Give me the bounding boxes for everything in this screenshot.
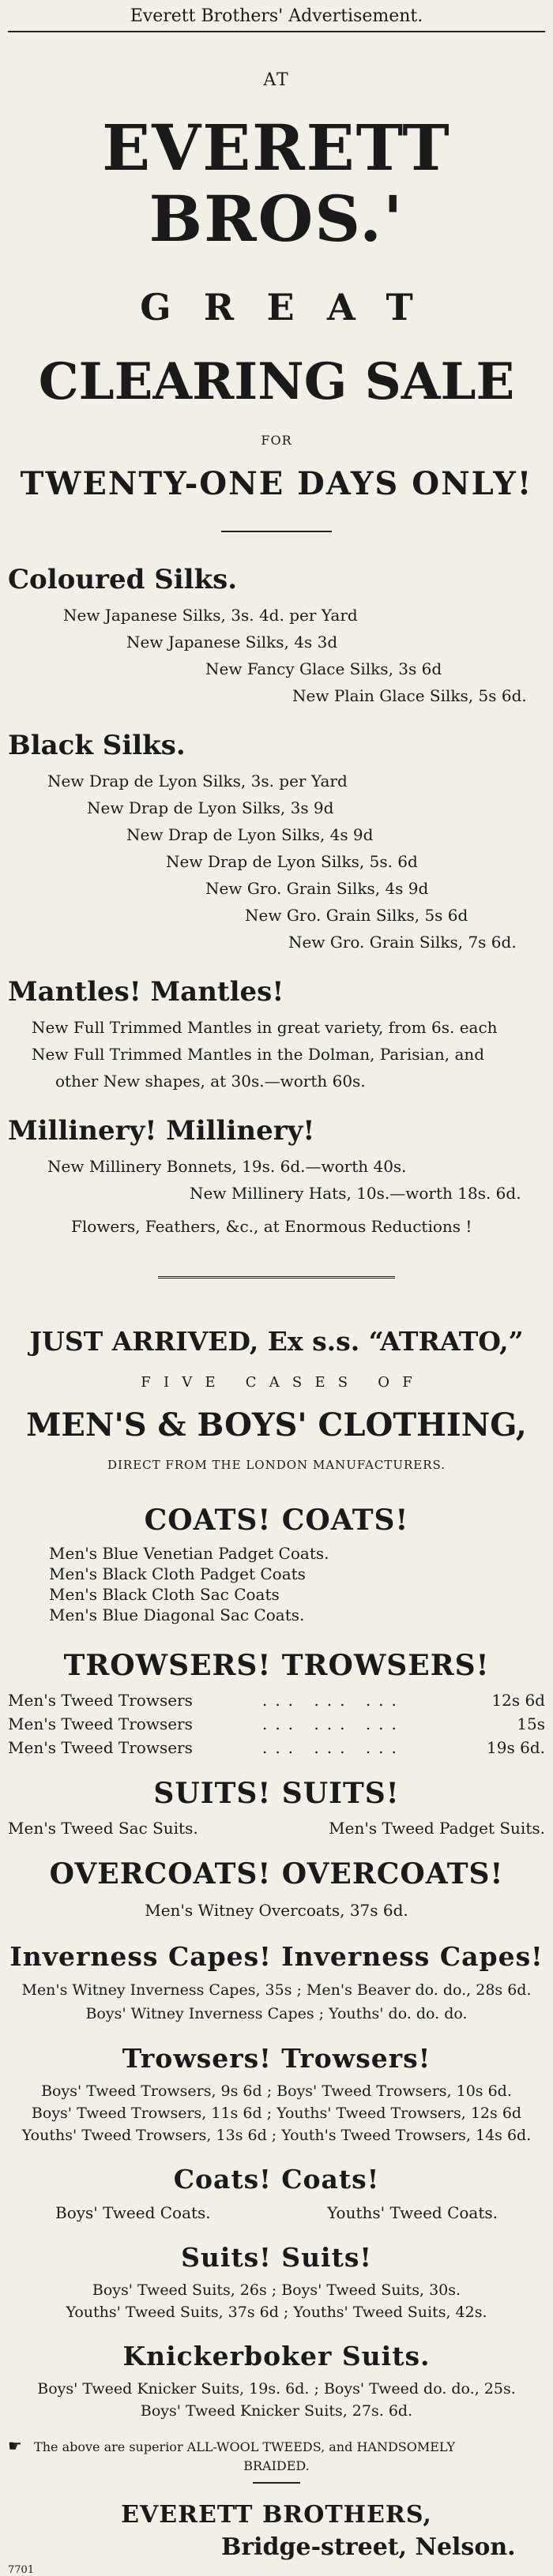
list-item: New Drap de Lyon Silks, 5s. 6d (166, 852, 418, 871)
row-name: Men's Tweed Trowsers (8, 1691, 193, 1710)
list-item: Boys' Tweed Knicker Suits, 19s. 6d. ; Boys' Tweed do. do., 25s. (37, 2380, 516, 2398)
overcoats-title: OVERCOATS! OVERCOATS! (49, 1857, 504, 1891)
row-price: 19s 6d. (487, 1738, 545, 1757)
boys-suits-title: Suits! Suits! (181, 2242, 372, 2273)
row-name: Men's Tweed Trowsers (8, 1714, 193, 1733)
boys-coats-left: Boys' Tweed Coats. (55, 2203, 211, 2222)
suits-left: Men's Tweed Sac Suits. (8, 1819, 198, 1838)
row-price: 12s 6d (491, 1691, 545, 1710)
reference-number: 7701 (8, 2564, 35, 2576)
clothing-title: MEN'S & BOYS' CLOTHING, (26, 1406, 527, 1444)
list-item: New Full Trimmed Mantles in great variety, from 6s. each (32, 1018, 498, 1037)
overcoats-line: Men's Witney Overcoats, 37s 6d. (145, 1901, 408, 1920)
mantles-title: Mantles! Mantles! (8, 976, 284, 1008)
inverness-title: Inverness Capes! Inverness Capes! (9, 1941, 544, 1972)
note-line2: BRAIDED. (243, 2458, 310, 2473)
trowsers-table (8, 1688, 545, 1759)
signature-name: EVERETT BROTHERS, (121, 2501, 432, 2529)
list-item: Men's Black Cloth Padget Coats (49, 1564, 306, 1583)
list-item: New Japanese Silks, 4s 3d (126, 633, 338, 652)
page-header: Everett Brothers' Advertisement. (8, 0, 545, 32)
list-item: New Full Trimmed Mantles in the Dolman, Parisian, and (32, 1045, 485, 1064)
boys-coats-right: Youths' Tweed Coats. (327, 2203, 498, 2222)
divider-double (158, 1276, 395, 1279)
list-item: Boys' Witney Inverness Capes ; Youths' do. do. do. (85, 2005, 468, 2022)
coloured-silks-title: Coloured Silks. (8, 564, 238, 595)
table-row (8, 1688, 545, 1712)
divider-ornament (221, 531, 332, 532)
list-item: Flowers, Feathers, &c., at Enormous Reductions ! (71, 1217, 472, 1236)
table-row (8, 1712, 545, 1736)
signature-address: Bridge-street, Nelson. (221, 2533, 516, 2561)
suits-row (8, 1816, 545, 1840)
list-item: Men's Blue Diagonal Sac Coats. (49, 1605, 305, 1624)
table-row (8, 1736, 545, 1759)
list-item: New Millinery Hats, 10s.—worth 18s. 6d. (190, 1184, 521, 1203)
list-item: New Japanese Silks, 3s. 4d. per Yard (63, 606, 358, 625)
boys-trowsers-title: Trowsers! Trowsers! (122, 2043, 431, 2074)
list-item: Boys' Tweed Suits, 26s ; Boys' Tweed Suits, 30s. (92, 2281, 461, 2299)
millinery-title: Millinery! Millinery! (8, 1115, 315, 1147)
arrival-headline: JUST ARRIVED, Ex s.s. “ATRATO,” (29, 1326, 524, 1357)
clearing-sale-title: CLEARING SALE (38, 352, 515, 411)
list-item: New Plain Glace Silks, 5s 6d. (292, 686, 527, 705)
for-label: FOR (261, 433, 292, 448)
duration-title: TWENTY-ONE DAYS ONLY! (20, 465, 533, 502)
row-dots: ... ... ... (261, 1714, 404, 1733)
pointing-hand-icon: ☛ (8, 2436, 22, 2455)
list-item: New Gro. Grain Silks, 4s 9d (205, 879, 429, 898)
row-dots: ... ... ... (261, 1691, 404, 1710)
divider-ornament-small (253, 2482, 300, 2484)
trowsers-title: TROWSERS! TROWSERS! (63, 1649, 490, 1682)
list-item: other New shapes, at 30s.—worth 60s. (55, 1072, 366, 1091)
row-dots: ... ... ... (261, 1738, 404, 1757)
list-item: New Drap de Lyon Silks, 3s 9d (87, 798, 334, 817)
list-item: Men's Witney Inverness Capes, 35s ; Men's Beaver do. do., 28s 6d. (21, 1981, 532, 1999)
suits-right: Men's Tweed Padget Suits. (329, 1819, 545, 1838)
list-item: New Gro. Grain Silks, 7s 6d. (288, 933, 517, 952)
list-item: Men's Black Cloth Sac Coats (49, 1585, 280, 1604)
row-price: 15s (517, 1714, 545, 1733)
list-item: Boys' Tweed Trowsers, 9s 6d ; Boys' Tweed Trowsers, 10s 6d. (41, 2082, 512, 2100)
direct-label: DIRECT FROM THE LONDON MANUFACTURERS. (107, 1458, 446, 1472)
note-line1: ☛ The above are superior ALL-WOOL TWEEDS, and HANDSOMELY (8, 2436, 456, 2455)
black-silks-title: Black Silks. (8, 730, 186, 761)
suits-title: SUITS! SUITS! (153, 1777, 400, 1810)
list-item: Boys' Tweed Trowsers, 11s 6d ; Youths' Tweed Trowsers, 12s 6d (31, 2105, 522, 2122)
list-item: Boys' Tweed Knicker Suits, 27s. 6d. (140, 2402, 413, 2420)
list-item: Youths' Tweed Suits, 37s 6d ; Youths' Tweed Suits, 42s. (66, 2304, 487, 2321)
five-cases-label: FIVE CASES OF (141, 1374, 425, 1391)
coats-title: COATS! COATS! (144, 1504, 409, 1537)
list-item: New Drap de Lyon Silks, 4s 9d (126, 825, 374, 844)
list-item: New Drap de Lyon Silks, 3s. per Yard (47, 772, 348, 790)
boys-coats-row (8, 2201, 545, 2225)
list-item: Youths' Tweed Trowsers, 13s 6d ; Youth's Tweed Trowsers, 14s 6d. (21, 2127, 532, 2144)
list-item: New Gro. Grain Silks, 5s 6d (245, 906, 468, 925)
boys-coats-title: Coats! Coats! (173, 2164, 380, 2195)
at-label: AT (263, 70, 290, 90)
shop-name: EVERETT BROS.' (102, 111, 451, 256)
list-item: New Fancy Glace Silks, 3s 6d (205, 659, 442, 678)
list-item: Men's Blue Venetian Padget Coats. (49, 1544, 329, 1563)
knickerboker-title: Knickerboker Suits. (122, 2341, 431, 2371)
list-item: New Millinery Bonnets, 19s. 6d.—worth 40s. (47, 1157, 407, 1176)
row-name: Men's Tweed Trowsers (8, 1738, 193, 1757)
great-label: GREAT (140, 286, 446, 329)
note (8, 2436, 545, 2476)
